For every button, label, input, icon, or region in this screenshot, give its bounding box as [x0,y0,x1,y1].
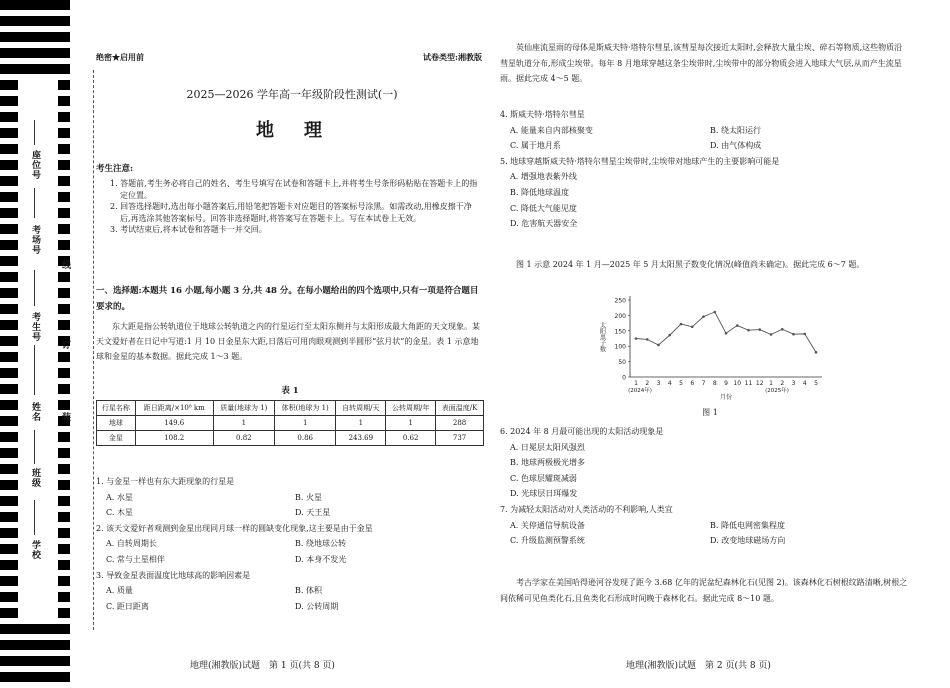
option: B. 绕太阳运行 [710,125,761,135]
option: C. 升级监测预警系统 [510,536,585,546]
x-tick-label: 3 [656,380,661,387]
question-stem: 3. 导致金星表面温度比地球高的影响因素是 [96,570,251,580]
option: A. 日冕层太阳风强烈 [510,442,585,452]
table-row [97,431,484,446]
binding-label-class: 班级 [30,468,41,488]
option: A. 自转周期长 [106,539,157,549]
binding-label-id: 考生号 [30,312,41,342]
section-title: 一、选择题:本题共 16 小题,每小题 3 分,共 48 分。在每小题给出的四个选项中,只有一项是符合题目要求的。 [96,286,479,313]
table-cell: 地球 [97,416,136,431]
option: D. 危害航天器安全 [510,219,578,229]
paper-type: 试卷类型:湘教版 [423,52,482,62]
data-point [803,333,806,336]
table-title: 表 1 [281,386,299,396]
table-cell: 737 [436,431,484,446]
table-header-row [97,401,484,416]
option: C. 木星 [106,508,133,518]
table-header: 自转周期/天 [336,401,386,416]
table-header: 表面温度/K [436,401,484,416]
data-point [702,315,705,318]
x-tick-label: 6 [690,380,695,387]
data-point [770,333,773,336]
figure-caption: 图 1 [702,408,718,417]
binding-mark-bind: 订 [62,341,72,351]
year-label: (2024年) [628,388,652,394]
x-tick-label: 1 [634,380,638,387]
table-cell: 1 [386,416,436,431]
x-tick-label: 3 [791,380,796,387]
option: B. 降低电网密集程度 [710,520,785,530]
x-tick-label: 5 [679,380,683,387]
option: A. 水星 [106,492,133,502]
option: B. 绕地球公转 [295,539,346,549]
option: D. 改变地球磁场方向 [710,536,786,546]
x-tick-label: 8 [712,380,717,387]
table-cell: 1 [213,416,274,431]
x-tick-label: 7 [701,380,706,387]
option: D. 本身不发光 [295,554,347,564]
planet-table [96,400,484,446]
passage-1: 东大距是指公转轨道位于地球公转轨道之内的行星运行至太阳东侧并与太阳形成最大角距的天文现象。某天文爱好者在日记中写道:1 月 10 日金星东大距,日落后可用肉眼观测到半圆形“弦月状”的金星。表 1 示意地球和金星的基本数据。据此完成 1～3 题。 [96,322,480,361]
questions-4-5 [500,107,910,232]
questions-6-7 [500,424,910,549]
fill-line [34,270,35,306]
binding-label-name: 姓名 [30,402,41,422]
data-point [736,324,739,327]
data-point [691,325,694,328]
notice-item: 1. 答题前,考生务必将自己的姓名、考生号填写在试卷和答题卡上,并将考生号条形码粘贴在答题卡上的指定位置。 [110,179,478,200]
y-tick-label: 50 [618,359,626,367]
fill-line [34,430,35,464]
option: D. 由气体构成 [710,141,762,151]
exam-title: 2025—2026 学年高一年级阶段性测试(一) [186,88,398,101]
table-header: 质量(地球为 1) [213,401,274,416]
notice-item: 3. 考试结束后,将本试卷和答题卡一并交回。 [110,225,267,235]
x-tick-label: 11 [744,380,753,387]
notice-title: 考生注意: [96,164,134,174]
option: D. 光球层日珥爆发 [510,489,578,499]
option: A. 关停通信导航设备 [510,520,585,530]
x-tick-label: 2 [645,380,650,387]
option: D. 公转周期 [295,601,339,611]
option: C. 常与土星相伴 [106,554,165,564]
secret-label: 绝密★启用前 [96,52,144,62]
table-cell: 243.69 [336,431,386,446]
binding-cut-line [93,70,94,630]
x-tick-label: 5 [814,380,818,387]
table-row [97,416,484,431]
passage-4: 考古学家在美国哈得逊河谷发现了距今 3.68 亿年的泥盆纪森林化石(见图 2)。该森林化石树根纹路清晰,树根之间依稀可见鱼类化石,且鱼类化石形成时间晚于森林化石。据此完成 8～10 题。 [500,578,908,603]
option: C. 降低大气能见度 [510,203,577,213]
option: C. 色球层耀斑减弱 [510,473,577,483]
fill-line [34,188,35,218]
data-point [758,328,761,331]
option: A. 增强地表紫外线 [510,172,577,182]
data-point [815,351,818,354]
question-stem: 5. 地球穿越斯威夫特·塔特尔彗星尘埃带时,尘埃带对地球产生的主要影响可能是 [500,156,780,166]
y-tick-label: 100 [614,343,626,351]
option: D. 天王星 [295,508,331,518]
x-axis-label: 月份 [719,394,733,401]
data-point [713,311,716,314]
binding-label-room: 考场号 [30,225,41,255]
questions-1-3 [96,474,484,614]
y-axis-label: 太阳黑子数 [598,322,606,352]
x-tick-label: 4 [667,380,672,387]
binding-mark-pack: 装 [62,413,72,423]
table-cell: 149.6 [135,416,213,431]
binding-mark-line: 线 [62,261,72,271]
option: B. 地球两极极光增多 [510,458,585,468]
option: C. 距日距离 [106,601,149,611]
table-cell: 0.82 [213,431,274,446]
y-tick-label: 0 [622,374,626,382]
page-title: 地 理 [256,120,328,141]
passage-2: 英仙座流星雨的母体是斯威夫特·塔特尔彗星,该彗星每次接近太阳时,会释放大量尘埃、碎石等物质,这些物质沿彗星轨道分布,形成尘埃带。每年 8 月地球穿越这条尘埃带时,尘埃带中的部分物质会进入地球大气层,从而产生流星雨。据此完成 4～5 题。 [500,43,903,84]
data-point [657,344,660,347]
data-point [668,334,671,337]
data-point [725,332,728,335]
fill-line [34,345,35,395]
data-point [646,338,649,341]
table-cell: 金星 [97,431,136,446]
option: A. 能量来自内部核聚变 [510,125,593,135]
table-cell: 0.86 [275,431,336,446]
question-stem: 4. 斯威夫特·塔特尔彗星 [500,110,585,119]
x-tick-label: 9 [724,380,728,387]
option: B. 体积 [295,586,322,596]
data-point [635,337,638,340]
footer-right: 地理(湘教版)试题 第 2 页(共 8 页) [626,661,771,671]
option: A. 质量 [106,586,133,596]
sunspot-chart [590,292,830,404]
question-stem: 2. 该天文爱好者观测到金星出现同月球一样的圆缺变化现象,这主要是由于金星 [96,523,373,533]
data-point [680,323,683,326]
notice-list [110,178,480,236]
table-header: 距日距离/×10⁸ km [135,401,213,416]
year-label: (2025年) [765,388,789,394]
option: B. 降低地球温度 [510,187,569,197]
table-cell: 0.62 [386,431,436,446]
data-point [781,328,784,331]
data-point [747,329,750,332]
table-cell: 1 [336,416,386,431]
x-tick-label: 4 [802,380,807,387]
table-cell: 288 [436,416,484,431]
x-tick-label: 12 [755,380,764,387]
data-point [792,333,795,336]
binding-label-school: 学校 [30,540,41,560]
footer-left: 地理(湘教版)试题 第 1 页(共 8 页) [190,661,335,671]
x-tick-label: 1 [769,380,773,387]
x-tick-label: 10 [733,380,742,387]
question-stem: 7. 为减轻太阳活动对人类活动的不利影响,人类宜 [500,504,673,514]
notice-item: 2. 回答选择题时,选出每小题答案后,用铅笔把答题卡对应题目的答案标号涂黑。如需改动,用橡皮擦干净后,再选涂其他答案标号。回答非选择题时,将答案写在答题卡上。写在本试卷上无效。 [110,202,472,223]
fill-line [34,120,35,145]
fill-line [34,500,35,535]
table-cell: 1 [275,416,336,431]
question-stem: 1. 与金星一样也有东大距现象的行星是 [96,477,235,486]
passage-3: 图 1 示意 2024 年 1 月—2025 年 5 月太阳黑子数变化情况(峰值尚未确定)。据此完成 6～7 题。 [516,260,865,269]
table-header: 体积(地球为 1) [275,401,336,416]
option: B. 火星 [295,492,322,502]
binding-label-seat: 座位号 [30,150,41,180]
table-header: 公转周期/年 [386,401,436,416]
option: C. 属于地月系 [510,141,561,151]
question-stem: 6. 2024 年 8 月最可能出现的太阳活动现象是 [500,427,664,436]
table-header: 行星名称 [97,401,136,416]
y-tick-label: 250 [614,297,626,305]
x-tick-label: 2 [780,380,785,387]
y-tick-label: 150 [614,328,626,336]
y-tick-label: 200 [614,312,626,320]
table-cell: 108.2 [135,431,213,446]
